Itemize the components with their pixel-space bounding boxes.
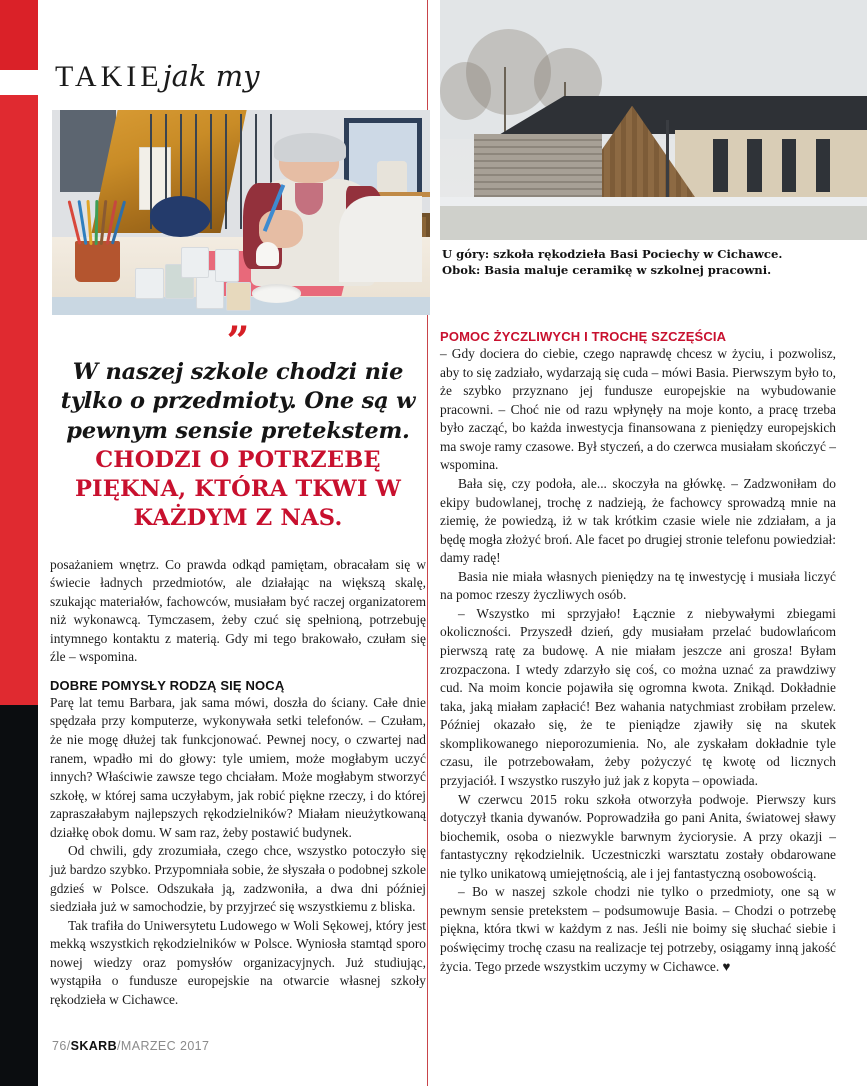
left-body-main xyxy=(50,694,426,1010)
paragraph: – Wszystko mi sprzyjało! Łącznie z niebywałymi zbiegami okoliczności. Przyszedł dzień, gdy musiałam przelać budowlańcom pierwszą ratę za budowę. A nie miałam jeszcze ani grosza! Byłam zrozpaczona. I wtedy zdarzyło się coś, co można uznać za prawdziwy cud. Na moim koncie pojawiła się ogromna kwota. Znikąd. Dokładnie taka, jaką miałam zapłacić! Bez wahania natychmiast zrobiłam przelew. Później okazało się, że te pieniądze zjawiły się na skutek skomplikowanego nieporozumienia. No, ale zyskałam dokładnie tyle czasu, ile potrzebowałam, żeby pożyczyć tę kwotę od licznych przyjaciół. I wszystko ruszyło już jak z kopyta – opowiada. xyxy=(440,605,836,788)
pull-quote xyxy=(60,358,416,534)
paragraph: – Bo w naszej szkole chodzi nie tylko o przedmioty, one są w pewnym sensie pretekstem – podsumowuje Basia. – Chodzi o potrzebę piękna, która tkwi w każdym z nas. Jeśli nie boimy się słuchać siebie i poświęcimy trochę czasu na realizacje tej potrzeby, osiągamy inną jakość życia. Tego przede wszystkim uczymy w Cichawce. ♥ xyxy=(440,884,836,974)
paragraph: W czerwcu 2015 roku szkoła otworzyła podwoje. Pierwszy kurs dotyczył tkania dywanów. Poprowadziła go pani Anita, światowej sławy biochemik, osoba o niezwykle barwnym życiorysie. A przy okazji – fantastyczny rękodzielnik. Uczestniczki warsztatu zostały obdarowane nie tylko unikatową umiejętnością, ale i jej fantastyczną osobowością. xyxy=(440,791,836,881)
section-heading-ideas: DOBRE POMYSŁY RODZĄ SIĘ NOCĄ xyxy=(50,677,285,693)
caption-line-2: Obok: Basia maluje ceramikę w szkolnej pracowni. xyxy=(442,263,772,278)
paragraph: Tak trafiła do Uniwersytetu Ludowego w Woli Sękowej, który jest mekką wszystkich rękodzielników w Polsce. Wyniosła stamtąd sporo nowej wiedzy oraz pomysłów organizacyjnych. Już studiując, wystąpiła o fundusze europejskie na otwarcie własnej szkoły rękodzieła w Cichawce. xyxy=(50,917,426,1007)
pull-quote-red: CHODZI O POTRZEBĘ PIĘKNA, KTÓRA TKWI W KAŻDYM Z NAS. xyxy=(74,446,402,532)
page-title-italic: jak my xyxy=(162,59,260,93)
section-heading-help: POMOC ŻYCZLIWYCH I TROCHĘ SZCZĘŚCIA xyxy=(440,329,727,344)
edge-accent-bar-top xyxy=(0,0,38,70)
footer-magazine-title: SKARB xyxy=(70,1039,118,1053)
paragraph: Od chwili, gdy zrozumiała, czego chce, wszystko potoczyło się już bardzo szybko. Przypomniała sobie, że słyszała o podobnej szkole gdzieś w Polsce. Odszukała ją, zadzwoniła, a dwa dni później siedziała już w samochodzie, by przyjrzeć się wszystkiemu z bliska. xyxy=(50,843,426,915)
paragraph: Basia nie miała własnych pieniędzy na tę inwestycję i musiała liczyć na pomoc rzeszy życzliwych osób. xyxy=(440,568,836,603)
pull-quote-black: W naszej szkole chodzi nie tylko o przedmioty. One są w pewnym sensie pretekstem. xyxy=(60,359,416,444)
caption-line-1: U góry: szkoła rękodzieła Basi Pociechy w Cichawce. xyxy=(442,247,783,261)
right-column xyxy=(440,0,836,976)
paragraph: Bała się, czy podoła, ale... skoczyła na główkę. – Zadzwoniłam do ekipy budowlanej, trochę z nadzieją, że fachowcy sprowadzą mnie na ziemię, że powiedzą, iż w tak krótkim czasie wiele nie zdziałam, a ja będę mogła złożyć broń. Ale facet po drugiej stronie telefonu powiedział: damy radę! xyxy=(440,475,836,566)
left-column xyxy=(50,0,426,1009)
edge-accent-bar-red xyxy=(0,95,38,705)
footer-separator: / xyxy=(117,1039,121,1053)
footer-separator: / xyxy=(66,1039,71,1053)
edge-accent-bar-black xyxy=(0,705,38,1086)
footer-page-number: 76 xyxy=(52,1039,67,1053)
paragraph: Parę lat temu Barbara, jak sama mówi, doszła do ściany. Całe dnie spędzała przy komputerze, wykonywała setki telefonów. – Czułam, że nie mogę dłużej tak funkcjonować. Pewnej nocy, o czwartej nad ranem, wpadło mi do głowy: tyle umiem, może mogłabym uczyć innych? Właściwie zawsze tego chciałam. Może mogłabym stworzyć szkołę, w której sama uczyłabym, jak robić piękne rzeczy, i do której zapraszałabym najlepszych rękodzielników? Miałam nieużytkowaną działkę obok domu. W sam raz, żeby postawić budynek. xyxy=(50,694,426,840)
paragraph: – Gdy dociera do ciebie, czego naprawdę chcesz w życiu, i pozwolisz, aby to się zadziało, wydarzają się cuda – mówi Basia. Pierwszym było to, że szybko przyznano jej fundusze europejskie na wybudowanie pracowni. – Choć nie od razu wpłynęły na moje konto, a pracę trzeba było zacząć, bo każda inwestycja finansowana z pieniędzy europejskich ma swoje ramy czasowe. Był styczeń, a do czerwca musiałam skończyć – wspomina. xyxy=(440,346,836,473)
page-title-lead: TAKIE xyxy=(55,60,163,93)
quote-mark-icon: ” xyxy=(226,318,250,365)
right-body xyxy=(440,345,836,976)
left-body-intro xyxy=(50,556,426,667)
paragraph: posażaniem wnętrz. Co prawda odkąd pamiętam, obracałam się w świecie ładnych przedmiotów, ale działając na większą skalę, szukając materiałów, fachowców, musiałam być raczej organizatorem niż wykonawcą. Tymczasem, żeby czuć się spełnioną, potrzebuję intymnego kontaktu z materią. Gdy mi tego brakowało, czułam się źle – wspomina. xyxy=(50,556,426,665)
footer-issue: MARZEC 2017 xyxy=(120,1039,210,1053)
page-footer xyxy=(52,1039,209,1053)
